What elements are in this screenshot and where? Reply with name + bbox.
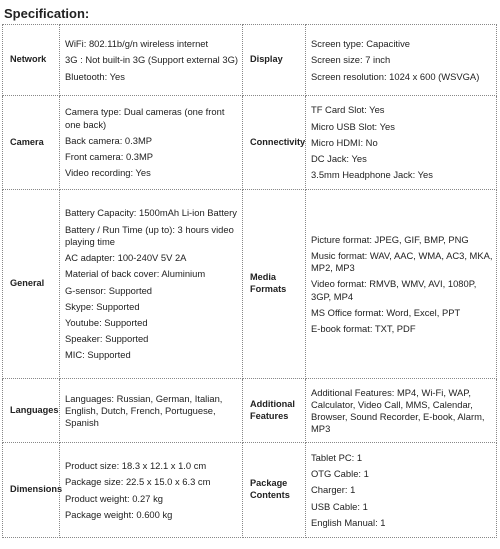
spec-label-network: Network <box>3 25 60 96</box>
spec-values-camera <box>60 96 243 190</box>
spec-value: Screen resolution: 1024 x 600 (WSVGA) <box>311 70 480 82</box>
spec-value: Skype: Supported <box>65 300 140 312</box>
spec-table <box>2 24 497 538</box>
spec-value: Screen size: 7 inch <box>311 54 391 66</box>
spec-row-dimensions <box>3 443 497 538</box>
spec-label-dimensions: Dimensions <box>3 443 60 538</box>
spec-label-general: General <box>3 190 60 379</box>
spec-value: Micro HDMI: No <box>311 136 378 148</box>
spec-value: Material of back cover: Aluminium <box>65 268 206 280</box>
spec-value: WiFi: 802.11b/g/n wireless internet <box>65 38 209 50</box>
spec-values-dimensions <box>60 443 243 538</box>
spec-values-media-formats <box>306 190 497 379</box>
spec-value: Front camera: 0.3MP <box>65 151 154 163</box>
spec-value: Micro USB Slot: Yes <box>311 120 395 132</box>
spec-value: Picture format: JPEG, GIF, BMP, PNG <box>311 233 469 245</box>
spec-value: Package weight: 0.600 kg <box>65 508 173 520</box>
spec-row-general <box>3 190 497 379</box>
spec-value: MIC: Supported <box>65 349 131 361</box>
spec-value: Speaker: Supported <box>65 333 149 345</box>
spec-value: 3.5mm Headphone Jack: Yes <box>311 169 433 181</box>
spec-value: Product weight: 0.27 kg <box>65 492 163 504</box>
spec-value: Screen type: Capacitive <box>311 38 411 50</box>
spec-label-languages: Languages <box>3 379 60 443</box>
spec-value: Additional Features: MP4, Wi-Fi, WAP, Calculator, Video Call, MMS, Calendar, Browser, Sound Recorder, E-book, Alarm, MP3 <box>311 386 485 435</box>
spec-value: E-book format: TXT, PDF <box>311 323 416 335</box>
spec-value: Languages: Russian, German, Italian, English, Dutch, French, Portuguese, Spanish <box>65 392 223 429</box>
spec-heading: Specification: <box>4 6 90 21</box>
spec-value: English Manual: 1 <box>311 516 386 528</box>
spec-value: TF Card Slot: Yes <box>311 104 385 116</box>
spec-values-general <box>60 190 243 379</box>
spec-label-package-contents: Package Contents <box>243 443 306 538</box>
spec-value: Battery Capacity: 1500mAh Li-ion Battery <box>65 207 237 219</box>
spec-value: Video format: RMVB, WMV, AVI, 1080P, 3GP, MP4 <box>311 278 477 302</box>
spec-label-media-formats: Media Formats <box>243 190 306 379</box>
spec-value: Music format: WAV, AAC, WMA, AC3, MKA, MP2, MP3 <box>311 249 493 274</box>
spec-row-languages <box>3 379 497 443</box>
spec-values-network <box>60 25 243 96</box>
spec-value: MS Office format: Word, Excel, PPT <box>311 306 461 318</box>
spec-value: USB Cable: 1 <box>311 500 368 512</box>
spec-value: AC adapter: 100-240V 5V 2A <box>65 252 187 264</box>
spec-value: Product size: 18.3 x 12.1 x 1.0 cm <box>65 460 207 472</box>
spec-values-package-contents <box>306 443 497 538</box>
spec-values-additional-features <box>306 379 497 443</box>
spec-row-camera <box>3 96 497 190</box>
spec-values-display <box>306 25 497 96</box>
spec-value: Battery / Run Time (up to): 3 hours video playing time <box>65 223 234 247</box>
spec-value: Video recording: Yes <box>65 167 151 179</box>
spec-value: Back camera: 0.3MP <box>65 134 153 146</box>
spec-values-connectivity <box>306 96 497 190</box>
spec-value: DC Jack: Yes <box>311 153 367 165</box>
spec-value: Youtube: Supported <box>65 316 148 328</box>
spec-value: Tablet PC: 1 <box>311 451 363 463</box>
spec-value: Package size: 22.5 x 15.0 x 6.3 cm <box>65 476 211 488</box>
spec-row-network <box>3 25 497 96</box>
spec-label-camera: Camera <box>3 96 60 190</box>
spec-label-display: Display <box>243 25 306 96</box>
spec-value: Camera type: Dual cameras (one front one back) <box>65 106 225 130</box>
spec-label-additional-features: Additional Features <box>243 379 306 443</box>
spec-value: 3G : Not built-in 3G (Support external 3G) <box>65 54 238 66</box>
spec-value: Bluetooth: Yes <box>65 70 125 82</box>
spec-label-connectivity: Connectivity <box>243 96 306 190</box>
spec-value: OTG Cable: 1 <box>311 468 369 480</box>
spec-value: G-sensor: Supported <box>65 284 153 296</box>
spec-value: Charger: 1 <box>311 484 356 496</box>
spec-values-languages <box>60 379 243 443</box>
